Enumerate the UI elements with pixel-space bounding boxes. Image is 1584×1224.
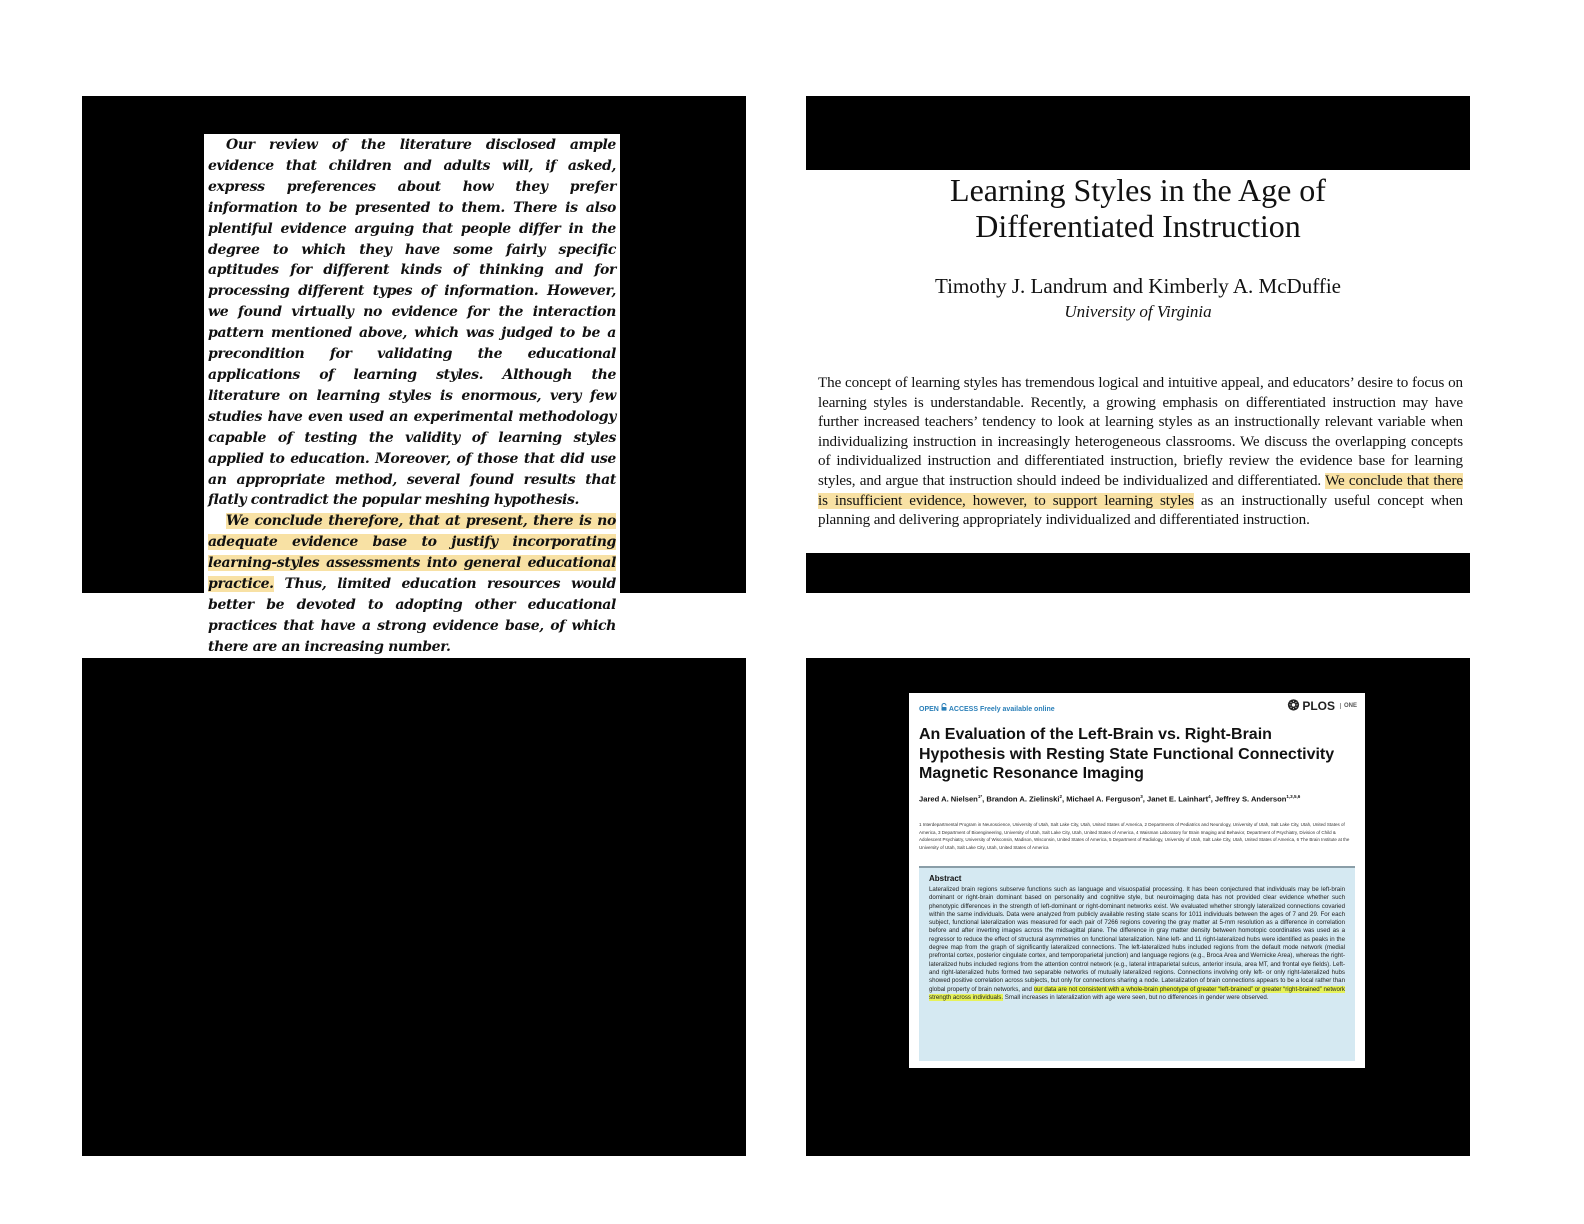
abstract-text-end: as an instructionally useful concept when planning and delivering appropriately individualized and differentiated instruction. xyxy=(818,492,1464,529)
paper-abstract xyxy=(818,374,1463,531)
highlighted-conclusion: We conclude that there is insufficient evidence, however, to support learning styles xyxy=(818,472,1463,509)
author-name: , Brandon A. Zielinski xyxy=(982,794,1060,804)
plos-paper-title: An Evaluation of the Left-Brain vs. Right-Brain Hypothesis with Resting State Functional Connectivity Magnetic Resonance Imaging xyxy=(919,726,1335,782)
paper-title-line-2: Differentiated Instruction xyxy=(975,208,1301,244)
plos-paper-authors xyxy=(919,791,1359,806)
plos-logo-text: PLOS xyxy=(1302,698,1335,713)
abstract-box xyxy=(919,866,1355,1061)
author-name: , Janet E. Lainhart xyxy=(1142,794,1209,804)
author-name: Jared A. Nielsen xyxy=(919,794,978,804)
excerpt-paragraph-2-rest: Thus, limited education resources would better be devoted to adopting other educational practices that have a strong evidence base, of which there are an increasing number. xyxy=(208,576,616,655)
author-affiliation-mark: 1,3,5,6 xyxy=(1286,794,1301,799)
abstract-text-end: Small increases in lateralization with age were seen, but no differences in gender were observed. xyxy=(1003,993,1269,1001)
excerpt-paragraph-2 xyxy=(208,511,616,657)
paper-title-line-1: Learning Styles in the Age of xyxy=(950,172,1326,208)
plos-logo xyxy=(1288,697,1357,714)
author-affiliation-mark: 1* xyxy=(977,794,983,799)
author-affiliation-mark: 3 xyxy=(1140,794,1143,799)
plos-affiliations: 1 Interdepartmental Program in Neuroscience, University of Utah, Salt Lake City, Utah, United States of America, 2 Departments of Pediatrics and Neurology, University of Utah, Salt Lake City, Utah, United States of America, 3 Department of Bioengineering, University of Utah, Salt Lake City, Utah, United States of America, 4 Waisman Laboratory for Brain Imaging and Behavior, Department of Psychiatry, Division of Child & Adolescent Psychiatry, University of Wisconsin, Madison, Wisconsin, United States of America, 5 Department of Radiology, University of Utah, Salt Lake City, Utah, United States of America, 6 The Brain Institute at the University of Utah, Salt Lake City, Utah, United States of America xyxy=(919,822,1350,851)
abstract-text-start: The concept of learning styles has tremendous logical and intuitive appeal, and educators’ desire to focus on learning styles is understandable. Recently, a growing emphasis on differentiated instruction may have further increased teachers’ tendency to look at learning styles as an instructionally relevant variable when individualizing instruction in increasingly heterogeneous classrooms. We discuss the overlapping concepts of individualized instruction and differentiated instruction, briefly review the evidence base for learning styles, and argue that instruction should indeed be individualized and differentiated. xyxy=(818,375,1463,489)
highlighted-conclusion: We conclude therefore, that at present, there is no adequate evidence base to justify incorporating learning-styles assessments into general educational practice. xyxy=(208,513,616,593)
excerpt-page xyxy=(204,134,620,655)
open-lock-icon xyxy=(941,703,947,713)
open-access-header xyxy=(919,703,1055,713)
slide-3-blank xyxy=(82,658,746,1156)
excerpt-paragraph-1: Our review of the literature disclosed ample evidence that children and adults will, if asked, express preferences about how they prefer information to be presented to them. There is also plentiful evidence arguing that people differ in the degree to which they have some fairly specific aptitudes for different kinds of thinking and for processing different types of information. However, we found virtually no evidence for the interaction pattern mentioned above, which was judged to be a precondition for validating the educational applications of learning styles. Although the literature on learning styles is enormous, very few studies have even used an experimental methodology capable of testing the validity of learning styles applied to education. Moreover, of those that did use an appropriate method, several found results that flatly contradict the popular meshing hypothesis. xyxy=(208,137,616,509)
slide-4 xyxy=(806,658,1470,1156)
slide-2 xyxy=(806,96,1470,593)
author-affiliation-mark: 2 xyxy=(1059,794,1063,799)
abstract-heading: Abstract xyxy=(929,874,962,883)
abstract-text-start: Lateralized brain regions subserve functions such as language and visuospatial processing. It has been conjectured that individuals may be left-brain dominant or right-brain dominant based on personality and cognitive style, but neuroimaging data has not provided clear evidence whether such phenotypic differences in the strength of left-dominant or right-dominant networks exist. We evaluated whether strongly lateralized connections covaried within the same individuals. Data were analyzed from publicly available resting state scans for 1011 individuals between the ages of 7 and 29. For each subject, functional lateralization was measured for each pair of 7266 regions covering the gray matter at 5-mm resolution as a difference in correlation before and after inverting images across the midsagittal plane. The difference in gray matter density between homotopic coordinates was used as a regressor to reduce the effect of structural asymmetries on functional lateralization. Nine left- and 11 right-lateralized hubs were identified as peaks in the degree map from the graph of significantly lateralized connections. The left-lateralized hubs included regions from the default mode network (medial prefrontal cortex, posterior cingulate cortex, and temporoparietal junction) and language regions (e.g., Broca Area and Wernicke Area), whereas the right-lateralized hubs included regions from the attention control network (e.g., lateral intraparietal sulcus, anterior insula, area MT, and frontal eye fields). Left- and right-lateralized hubs formed two separable networks of mutually lateralized regions. Connections involving only left- or only right-lateralized hubs showed positive correlation across subjects, but only for connections sharing a node. Lateralization of brain connections appears to be a local rather than global property of brain networks, and xyxy=(929,886,1345,993)
plos-gear-icon: ❂ xyxy=(1287,697,1300,713)
paper-affiliation: University of Virginia xyxy=(1064,302,1212,321)
access-label: ACCESS Freely available online xyxy=(948,706,1055,713)
paper-authors: Timothy J. Landrum and Kimberly A. McDuffie xyxy=(935,274,1341,298)
paper-page xyxy=(806,170,1470,553)
slide-1 xyxy=(82,96,746,655)
abstract-body xyxy=(929,886,1345,1002)
plos-paper-page xyxy=(909,693,1365,1068)
plos-logo-suffix: ONE xyxy=(1340,703,1357,709)
author-name: , Michael A. Ferguson xyxy=(1062,794,1141,804)
open-label: OPEN xyxy=(919,706,939,713)
author-name: , Jeffrey S. Anderson xyxy=(1210,794,1287,804)
author-affiliation-mark: 4 xyxy=(1208,794,1211,799)
paper-title xyxy=(806,172,1470,244)
highlighted-conclusion: our data are not consistent with a whole-brain phenotype of greater “left-brained” or greater “right-brained” network strength across individuals. xyxy=(929,985,1345,1001)
